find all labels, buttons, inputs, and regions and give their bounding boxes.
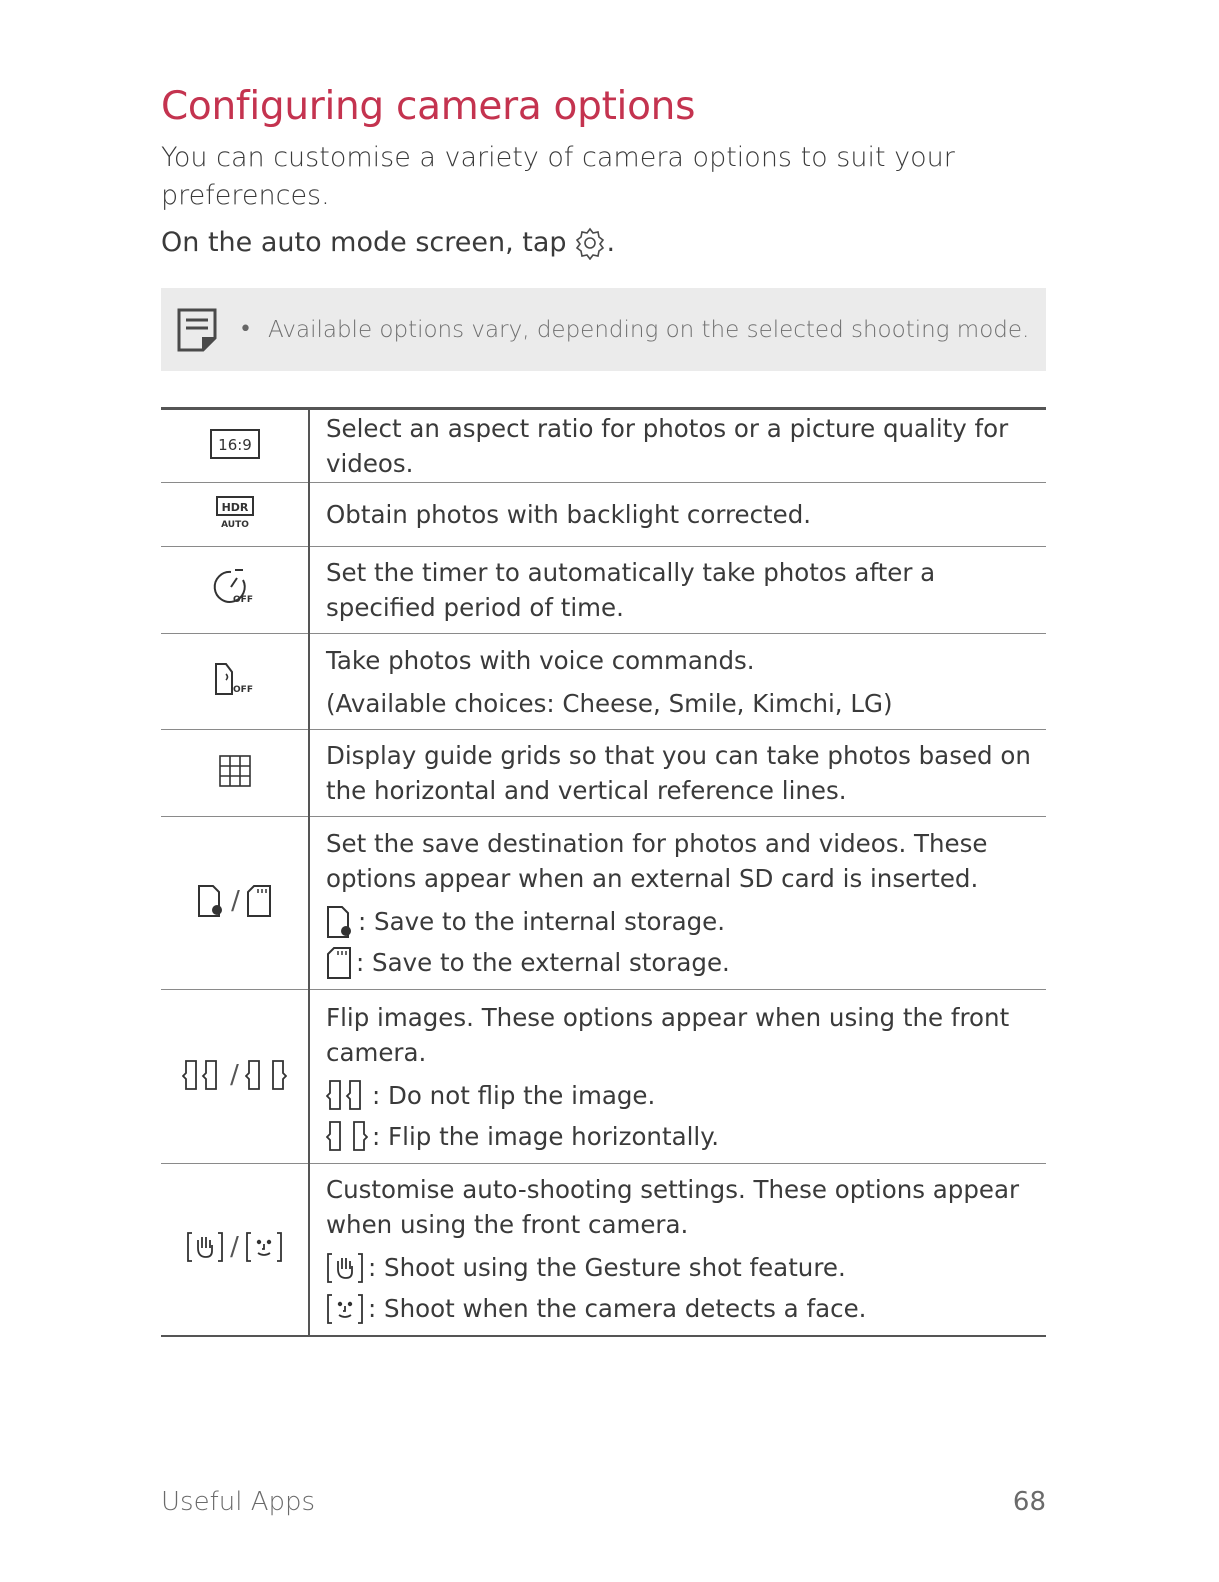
option-description-choices: (Available choices: Cheese, Smile, Kimchi, LG) (326, 688, 893, 718)
icon-cell (161, 1164, 309, 1336)
timer-off-icon (213, 568, 257, 608)
grid-icon (218, 754, 252, 788)
table-row (161, 990, 1046, 1164)
flip-text: : Flip the image horizontally. (372, 1121, 719, 1151)
icon-cell (161, 409, 309, 483)
page-title: Configuring camera options (161, 84, 696, 129)
no-flip-text: : Do not flip the image. (372, 1080, 656, 1110)
memo-icon (177, 308, 217, 352)
auto-mode-text: On the auto mode screen, tap (161, 227, 567, 258)
gesture-shot-text: : Shoot using the Gesture shot feature. (368, 1253, 846, 1283)
icon-cell (161, 547, 309, 634)
description-cell (309, 990, 1046, 1164)
option-description: Customise auto-shooting settings. These options appear when using the front camera. (326, 1175, 1020, 1240)
aspect-ratio-icon (210, 429, 260, 459)
flip-icon-pair (182, 1058, 287, 1092)
description-cell (309, 730, 1046, 817)
external-storage-item (326, 945, 1046, 980)
icon-cell (161, 817, 309, 990)
storage-icon-pair (197, 884, 272, 918)
auto-mode-period: . (606, 227, 616, 258)
voice-shutter-off-icon (213, 662, 257, 698)
no-flip-icon (326, 1078, 368, 1112)
option-description: Set the timer to automatically take photos after a specified period of time. (326, 558, 936, 622)
option-description: Select an aspect ratio for photos or a picture quality for videos. (326, 414, 1009, 478)
separator: / (230, 1059, 239, 1090)
option-description: Flip images. These options appear when using the front camera. (326, 1002, 1010, 1067)
description-cell (309, 483, 1046, 547)
note-text: Available options vary, depending on the selected shooting mode. (267, 316, 1030, 343)
hdr-label: HDR (221, 500, 248, 514)
gesture-shot-icon (326, 1251, 364, 1285)
timer-off-label: OFF (232, 595, 253, 605)
separator: / (230, 1232, 239, 1263)
table-row (161, 730, 1046, 817)
auto-shot-icon-pair (186, 1230, 283, 1264)
description-cell (309, 817, 1046, 990)
option-description: Set the save destination for photos and videos. These options appear when an external SD card is inserted. (326, 829, 988, 893)
no-flip-item (326, 1078, 1046, 1113)
icon-cell (161, 483, 309, 547)
icon-cell (161, 730, 309, 817)
internal-storage-text: : Save to the internal storage. (358, 907, 725, 936)
gesture-shot-item (326, 1250, 1046, 1285)
flip-horizontal-icon (245, 1058, 287, 1092)
face-detect-text: : Shoot when the camera detects a face. (368, 1294, 867, 1324)
icon-cell (161, 990, 309, 1164)
flip-item (326, 1119, 1046, 1154)
note-bullet: • (239, 317, 252, 342)
internal-storage-item (326, 904, 1046, 939)
page-number: 68 (1012, 1487, 1046, 1517)
auto-mode-instruction (161, 224, 615, 262)
voice-off-label: OFF (232, 684, 253, 695)
option-description: Obtain photos with backlight corrected. (326, 500, 812, 529)
table-row (161, 634, 1046, 730)
aspect-ratio-label: 16:9 (217, 436, 252, 454)
table-row (161, 817, 1046, 990)
options-table (161, 407, 1046, 1337)
hdr-auto-icon (215, 496, 255, 530)
face-detect-icon (326, 1292, 364, 1326)
intro-text: You can customise a variety of camera options to suit your preferences. (161, 142, 955, 211)
description-cell (309, 1164, 1046, 1336)
gear-icon (573, 226, 607, 260)
option-description: Take photos with voice commands. (326, 645, 755, 675)
option-description: Display guide grids so that you can take photos based on the horizontal and vertical reference lines. (326, 741, 1031, 805)
description-cell (309, 634, 1046, 730)
face-detect-item (326, 1291, 1046, 1326)
auto-label: AUTO (220, 519, 249, 530)
table-row (161, 1164, 1046, 1336)
external-storage-text: : Save to the external storage. (356, 948, 730, 977)
table-row (161, 483, 1046, 547)
table-row (161, 409, 1046, 483)
icon-cell (161, 634, 309, 730)
sd-card-icon (326, 946, 352, 980)
internal-storage-icon (197, 884, 225, 918)
gesture-shot-icon (186, 1230, 224, 1264)
note-box (161, 288, 1046, 371)
table-row (161, 547, 1046, 634)
face-detect-icon (245, 1230, 283, 1264)
internal-storage-icon (326, 905, 354, 939)
footer-section: Useful Apps (161, 1487, 316, 1517)
separator: / (231, 886, 240, 916)
sd-card-icon (246, 884, 272, 918)
no-flip-icon (182, 1058, 224, 1092)
description-cell (309, 547, 1046, 634)
description-cell (309, 409, 1046, 483)
flip-horizontal-icon (326, 1119, 368, 1153)
